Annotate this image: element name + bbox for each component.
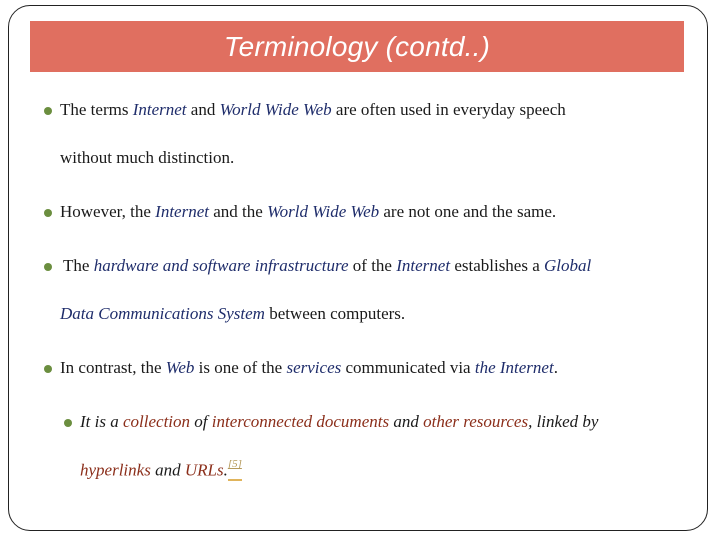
bullet-dot-icon (44, 263, 52, 271)
text: and (186, 100, 220, 119)
term-services: services (286, 358, 342, 377)
text: and the (208, 202, 268, 221)
term-web: Web (165, 358, 195, 377)
bullet-5-line-2 (80, 458, 242, 481)
text: between computers. (264, 304, 406, 323)
text: , linked by (528, 412, 599, 431)
term-infrastructure: hardware and software infrastructure (93, 256, 349, 275)
text: and (150, 460, 185, 480)
bullet-4-line-1 (60, 359, 558, 376)
text: . (223, 460, 228, 480)
term-global: Global (544, 256, 592, 275)
term-world-wide-web: World Wide Web (267, 202, 380, 221)
bullet-dot-icon (64, 419, 72, 427)
text: It is a (80, 412, 123, 431)
term-urls: URLs (184, 460, 224, 480)
text: . (553, 358, 558, 377)
reference-link-box[interactable] (227, 458, 242, 481)
text: are often used in everyday speech (331, 100, 566, 119)
bullet-2-line-1 (60, 203, 556, 220)
text: without much distinction. (60, 148, 235, 167)
text: However, the (60, 202, 156, 221)
bullet-3-line-1 (63, 257, 591, 274)
bullet-1-line-2 (60, 149, 234, 166)
term-interconnected-documents: interconnected documents (211, 412, 390, 431)
text: of the (348, 256, 397, 275)
text: is one of the (194, 358, 287, 377)
text: of (190, 412, 212, 431)
bullet-dot-icon (44, 107, 52, 115)
term-internet: Internet (396, 256, 451, 275)
title-bar (30, 21, 684, 72)
term-data-communications-system: Data Communications System (60, 304, 265, 323)
reference-link[interactable]: [5] (227, 458, 242, 470)
text: communicated via (341, 358, 475, 377)
term-hyperlinks: hyperlinks (80, 460, 151, 480)
text: are not one and the same. (379, 202, 557, 221)
bullet-5-line-1 (80, 413, 598, 430)
term-internet: Internet (132, 100, 187, 119)
bullet-dot-icon (44, 209, 52, 217)
term-collection: collection (122, 412, 191, 431)
text: The terms (60, 100, 133, 119)
bullet-dot-icon (44, 365, 52, 373)
text: In contrast, the (60, 358, 166, 377)
bullet-3-line-2 (60, 305, 405, 322)
term-internet: Internet (155, 202, 209, 221)
bullet-1-line-1 (60, 101, 566, 118)
slide-title: Terminology (contd..) (223, 30, 491, 62)
text: The (63, 256, 94, 275)
term-the-internet: the Internet (474, 358, 554, 377)
term-other-resources: other resources (423, 412, 529, 431)
term-world-wide-web: World Wide Web (219, 100, 332, 119)
text: establishes a (450, 256, 545, 275)
text: and (389, 412, 424, 431)
